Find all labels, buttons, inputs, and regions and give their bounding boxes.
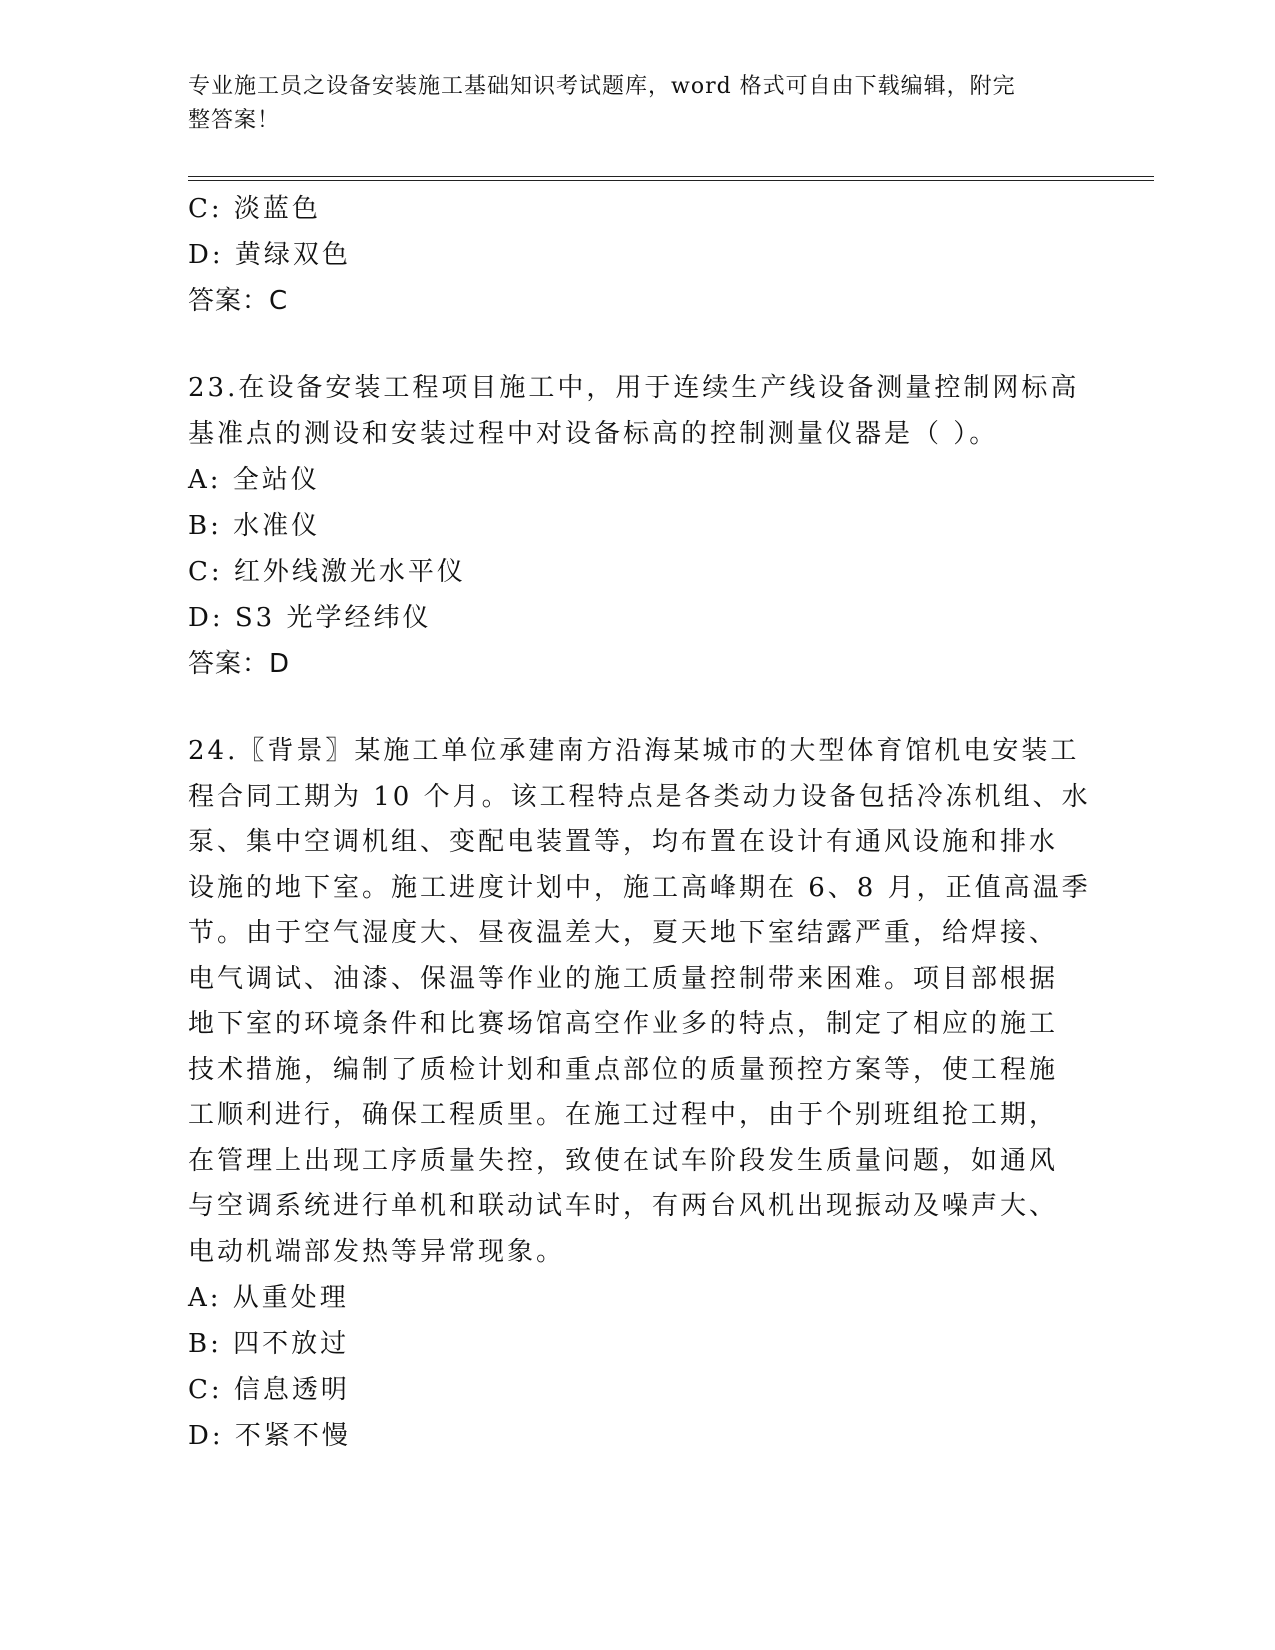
page-header — [188, 70, 1068, 138]
option-c: C: 信息透明 — [188, 1375, 350, 1405]
stem-line: 节。由于空气湿度大、昼夜温差大，夏天地下室结露严重，给焊接、 — [188, 918, 1059, 948]
stem-line: 技术措施，编制了质检计划和重点部位的质量预控方案等，使工程施 — [188, 1054, 1059, 1085]
answer-line: 答案：C — [188, 286, 289, 316]
stem-line: 电动机端部发热等异常现象。 — [188, 1236, 566, 1267]
answer-line: 答案：D — [188, 649, 291, 679]
question-23 — [188, 366, 1088, 687]
stem-line: 23.在设备安装工程项目施工中，用于连续生产线设备测量控制网标高 — [188, 373, 1080, 403]
option-b: B: 四不放过 — [188, 1329, 350, 1359]
option-a: A: 全站仪 — [188, 465, 320, 495]
option-d: D: 不紧不慢 — [188, 1421, 351, 1451]
question-stem — [188, 366, 1088, 457]
stem-line: 基准点的测设和安装过程中对设备标高的控制测量仪器是（ ）。 — [188, 418, 999, 449]
stem-line: 泵、集中空调机组、变配电装置等，均布置在设计有通风设施和排水 — [188, 827, 1059, 857]
question-22-tail — [188, 186, 1088, 324]
stem-line: 在管理上出现工序质量失控，致使在试车阶段发生质量问题，如通风 — [188, 1145, 1059, 1176]
option-c: C: 淡蓝色 — [188, 194, 321, 224]
stem-line: 24.〖背景〗某施工单位承建南方沿海某城市的大型体育馆机电安装工 — [188, 736, 1080, 766]
header-line: 专业施工员之设备安装施工基础知识考试题库，word 格式可自由下载编辑，附完 — [188, 74, 1016, 99]
stem-line: 与空调系统进行单机和联动试车时，有两台风机出现振动及噪声大、 — [188, 1191, 1059, 1221]
stem-line: 电气调试、油漆、保温等作业的施工质量控制带来困难。项目部根据 — [188, 963, 1059, 994]
document-body — [188, 186, 1091, 1459]
question-stem — [188, 729, 1091, 1275]
option-b: B: 水准仪 — [188, 511, 321, 541]
option-c: C: 红外线激光水平仪 — [188, 557, 466, 587]
option-a: A: 从重处理 — [188, 1283, 349, 1313]
header-line: 整答案！ — [188, 108, 281, 133]
stem-line: 地下室的环境条件和比赛场馆高空作业多的特点，制定了相应的施工 — [188, 1009, 1059, 1039]
stem-line: 工顺利进行，确保工程质里。在施工过程中，由于个别班组抢工期， — [188, 1100, 1059, 1130]
header-double-rule — [188, 176, 1154, 181]
stem-line: 程合同工期为 10 个月。该工程特点是各类动力设备包括冷冻机组、水 — [188, 781, 1091, 812]
option-d: D: 黄绿双色 — [188, 240, 351, 270]
option-d: D: S3 光学经纬仪 — [188, 603, 432, 633]
stem-line: 设施的地下室。施工进度计划中，施工高峰期在 6、8 月，正值高温季 — [188, 872, 1091, 903]
question-24 — [188, 729, 1091, 1459]
